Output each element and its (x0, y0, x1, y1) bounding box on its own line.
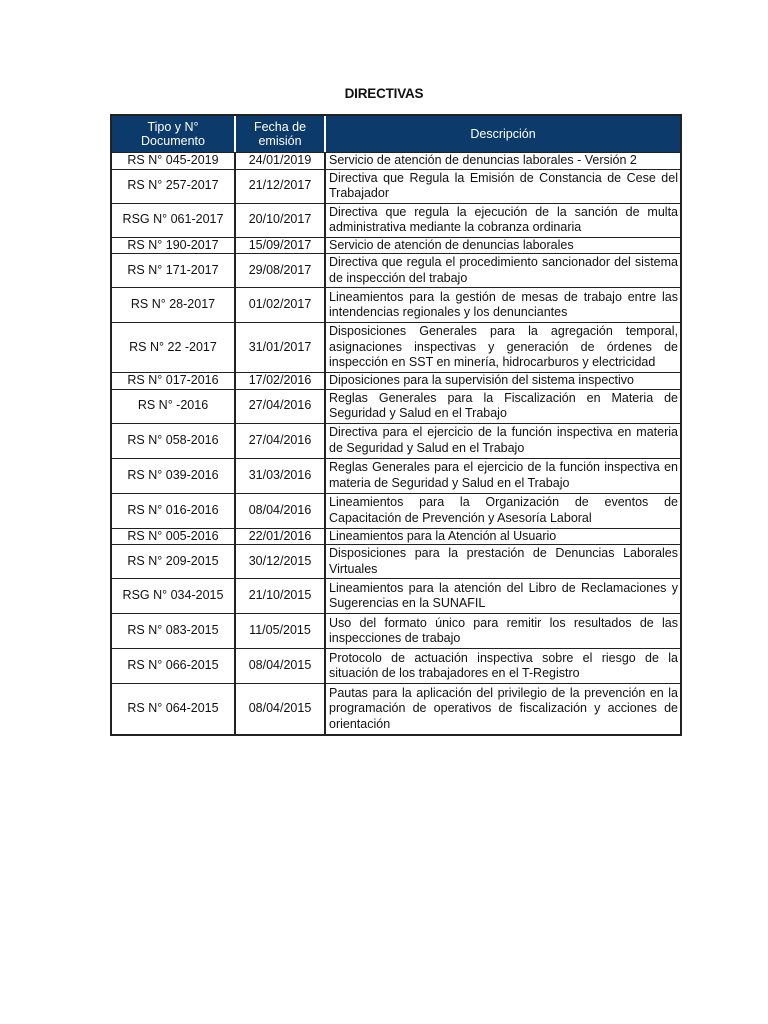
cell-descripcion: Directiva para el ejercicio de la función inspectiva en materia de Seguridad y Salud en el Trabajo (326, 423, 680, 458)
table-row (112, 458, 680, 493)
header-tipo-documento: Tipo y N° Documento (112, 116, 236, 152)
table-row (112, 253, 680, 287)
table-row (112, 493, 680, 528)
cell-descripcion: Uso del formato único para remitir los resultados de las inspecciones de trabajo (326, 613, 680, 648)
table-row (112, 203, 680, 237)
cell-tipo: RS N° 045-2019 (112, 152, 236, 169)
header-fecha-emision: Fecha de emisión (236, 116, 326, 152)
cell-descripcion: Servicio de atención de denuncias laborales - Versión 2 (326, 152, 680, 169)
directivas-table (110, 114, 682, 736)
cell-tipo: RS N° 209-2015 (112, 544, 236, 578)
cell-descripcion: Lineamientos para la Atención al Usuario (326, 528, 680, 545)
cell-fecha: 11/05/2015 (236, 613, 326, 648)
cell-fecha: 01/02/2017 (236, 287, 326, 322)
cell-fecha: 08/04/2015 (236, 648, 326, 683)
table-row (112, 372, 680, 389)
page-title: DIRECTIVAS (344, 86, 424, 101)
cell-fecha: 30/12/2015 (236, 544, 326, 578)
cell-descripcion: Directiva que Regula la Emisión de Constancia de Cese del Trabajador (326, 169, 680, 203)
cell-fecha: 15/09/2017 (236, 237, 326, 254)
cell-descripcion: Directiva que regula la ejecución de la sanción de multa administrativa mediante la cobranza ordinaria (326, 203, 680, 237)
cell-tipo: RS N° 039-2016 (112, 458, 236, 493)
cell-descripcion: Diposiciones para la supervisión del sistema inspectivo (326, 372, 680, 389)
cell-fecha: 08/04/2016 (236, 493, 326, 528)
cell-tipo: RS N° 190-2017 (112, 237, 236, 254)
cell-fecha: 31/01/2017 (236, 322, 326, 372)
cell-tipo: RS N° 28-2017 (112, 287, 236, 322)
cell-tipo: RS N° 083-2015 (112, 613, 236, 648)
table-row (112, 528, 680, 545)
cell-tipo: RS N° 005-2016 (112, 528, 236, 545)
cell-tipo: RS N° 171-2017 (112, 253, 236, 287)
table-row (112, 322, 680, 372)
cell-fecha: 27/04/2016 (236, 389, 326, 423)
table-row (112, 287, 680, 322)
table-row (112, 613, 680, 648)
table-row (112, 169, 680, 203)
cell-fecha: 21/12/2017 (236, 169, 326, 203)
table-row (112, 648, 680, 683)
cell-fecha: 17/02/2016 (236, 372, 326, 389)
cell-descripcion: Lineamientos para la atención del Libro de Reclamaciones y Sugerencias en la SUNAFIL (326, 578, 680, 613)
cell-fecha: 29/08/2017 (236, 253, 326, 287)
cell-fecha: 08/04/2015 (236, 683, 326, 734)
cell-tipo: RS N° 058-2016 (112, 423, 236, 458)
cell-tipo: RS N° 066-2015 (112, 648, 236, 683)
cell-fecha: 21/10/2015 (236, 578, 326, 613)
table-row (112, 389, 680, 423)
cell-descripcion: Servicio de atención de denuncias laborales (326, 237, 680, 254)
cell-descripcion: Reglas Generales para el ejercicio de la función inspectiva en materia de Seguridad y Salud en el Trabajo (326, 458, 680, 493)
cell-tipo: RS N° 016-2016 (112, 493, 236, 528)
header-descripcion: Descripción (326, 116, 680, 152)
cell-tipo: RS N° -2016 (112, 389, 236, 423)
cell-fecha: 31/03/2016 (236, 458, 326, 493)
cell-tipo: RSG N° 034-2015 (112, 578, 236, 613)
cell-descripcion: Protocolo de actuación inspectiva sobre el riesgo de la situación de los trabajadores en el T-Registro (326, 648, 680, 683)
table-header (112, 116, 680, 152)
cell-descripcion: Disposiciones para la prestación de Denuncias Laborales Virtuales (326, 544, 680, 578)
cell-descripcion: Lineamientos para la gestión de mesas de trabajo entre las intendencias regionales y los denunciantes (326, 287, 680, 322)
cell-descripcion: Disposiciones Generales para la agregación temporal, asignaciones inspectivas y generación de órdenes de inspección en SST en minería, hidrocarburos y electricidad (326, 322, 680, 372)
cell-fecha: 27/04/2016 (236, 423, 326, 458)
cell-fecha: 24/01/2019 (236, 152, 326, 169)
cell-tipo: RS N° 22 -2017 (112, 322, 236, 372)
cell-tipo: RS N° 257-2017 (112, 169, 236, 203)
table-row (112, 683, 680, 734)
cell-tipo: RS N° 064-2015 (112, 683, 236, 734)
cell-descripcion: Pautas para la aplicación del privilegio de la prevención en la programación de operativos de fiscalización y acciones de orientación (326, 683, 680, 734)
cell-descripcion: Reglas Generales para la Fiscalización en Materia de Seguridad y Salud en el Trabajo (326, 389, 680, 423)
cell-descripcion: Lineamientos para la Organización de eventos de Capacitación de Prevención y Asesoría Laboral (326, 493, 680, 528)
table-row (112, 237, 680, 254)
cell-fecha: 22/01/2016 (236, 528, 326, 545)
table-row (112, 152, 680, 169)
table-row (112, 544, 680, 578)
table-body (112, 152, 680, 734)
cell-descripcion: Directiva que regula el procedimiento sancionador del sistema de inspección del trabajo (326, 253, 680, 287)
cell-tipo: RSG N° 061-2017 (112, 203, 236, 237)
table-row (112, 423, 680, 458)
cell-fecha: 20/10/2017 (236, 203, 326, 237)
table-row (112, 578, 680, 613)
cell-tipo: RS N° 017-2016 (112, 372, 236, 389)
